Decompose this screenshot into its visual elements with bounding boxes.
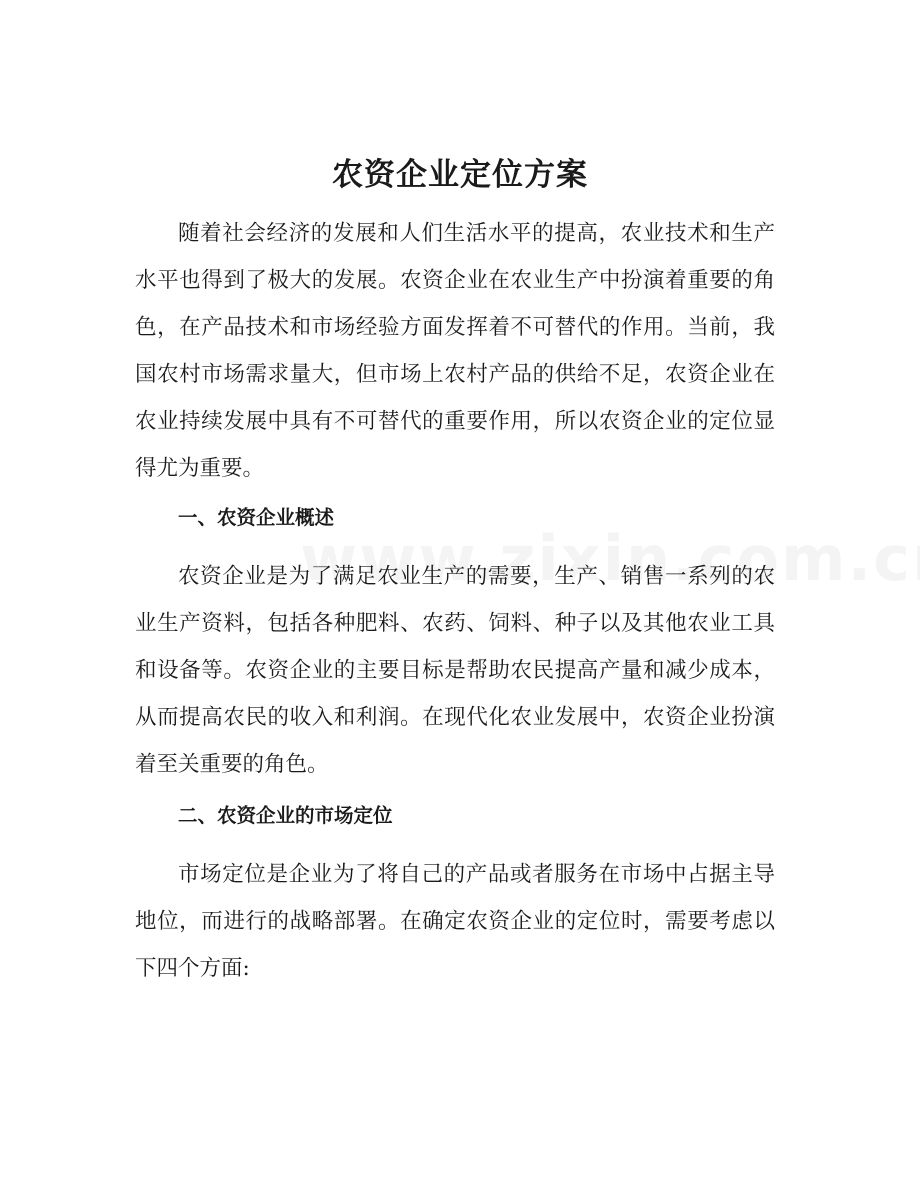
document-title: 农资企业定位方案 [332,157,588,193]
section-body-overview: 农资企业是为了满足农业生产的需要，生产、销售一系列的农业生产资料，包括各种肥料、农药、饲料、种子以及其他农业工具和设备等。农资企业的主要目标是帮助农民提高产量和减少成本，从而提高农民的收入和利润。在现代化农业发展中，农资企业扮演着至关重要的角色。 [135,564,775,777]
intro-paragraph: 随着社会经济的发展和人们生活水平的提高，农业技术和生产水平也得到了极大的发展。农资企业在农业生产中扮演着重要的角色，在产品技术和市场经验方面发挥着不可替代的作用。当前，我国农村市场需求量大，但市场上农村产品的供给不足，农资企业在农业持续发展中具有不可替代的重要作用，所以农资企业的定位显得尤为重要。 [135,221,775,481]
section-heading-market-positioning: 二、农资企业的市场定位 [178,804,393,827]
section-heading-overview: 一、农资企业概述 [178,506,335,529]
section-body-market-positioning: 市场定位是企业为了将自己的产品或者服务在市场中占据主导地位，而进行的战略部署。在确定农资企业的定位时，需要考虑以下四个方面: [135,862,775,981]
